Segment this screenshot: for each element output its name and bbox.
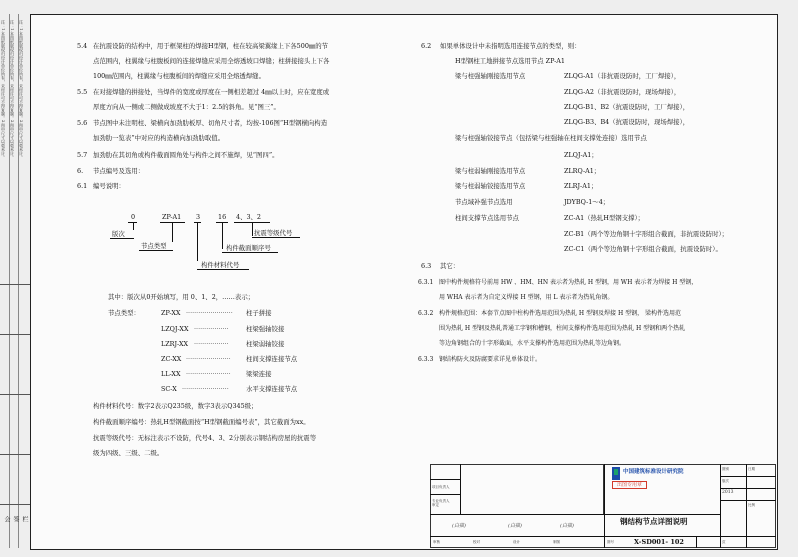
grid-line xyxy=(430,494,460,495)
leader-line xyxy=(133,222,134,230)
type-code: LZQJ-XX xyxy=(161,325,189,333)
pair-value: ZC-A1（热轧H型钢支撑）； xyxy=(564,214,645,222)
tb-small-label: 制图 xyxy=(553,540,560,544)
clause-text: 节点编号及选用： xyxy=(93,167,145,175)
dot-leader: ······················ xyxy=(186,370,231,378)
dot-leader: ······················ xyxy=(186,355,231,363)
dot-leader: ················· xyxy=(194,325,229,333)
tb-small-label: 日期 xyxy=(748,467,755,471)
leader-line xyxy=(252,222,253,236)
clause-text: 加劲肋在其切角或构件截面圆角处与构件之间不施焊，见“图四”。 xyxy=(93,151,279,159)
pair-value: JDYBQ-1～4； xyxy=(564,198,610,206)
tb-small-label: 审核 xyxy=(433,540,440,544)
clause-number: 6.3 xyxy=(421,262,432,270)
signature: (白描) xyxy=(452,523,466,529)
node-option: ZLQG-B3、B4（抗震设防时，现场焊接）， xyxy=(564,118,690,126)
clause-text: 在对接焊缝的拼接处，当焊件的宽度或厚度在一侧相差超过 4㎜以上时，应在宽度或 xyxy=(93,88,330,96)
type-desc: 柱间支撑连接节点 xyxy=(246,355,298,363)
clause-text: H型钢柱工地拼接节点选用节点 ZP-A1 xyxy=(455,57,565,65)
leader-line xyxy=(252,237,300,238)
code-label: 构件截面顺序号 xyxy=(226,244,271,252)
tb-small-label: 专业负责人 xyxy=(432,499,450,503)
code-label: 版次 xyxy=(112,230,125,238)
type-code: LL-XX xyxy=(161,370,181,378)
design-stamp: 出图专用章 xyxy=(612,481,647,489)
margin-divider xyxy=(0,394,30,395)
clause-text: 厚度方向从一侧或二侧做成坡度不大于1：2.5的斜角。见“图三”。 xyxy=(93,103,280,111)
margin-divider xyxy=(0,284,30,285)
clause-number: 6.2 xyxy=(421,42,432,50)
node-option: ZLQG-A2（非抗震设防时，现场焊接）， xyxy=(564,88,681,96)
margin-note: 注：1.本图纸版权归设计单位所有，未经许可不得复制。2.图中尺寸以毫米计。 xyxy=(10,20,15,160)
type-desc: 水平支撑连接节点 xyxy=(246,385,298,393)
leader-line xyxy=(139,250,173,251)
clause-number: 6.3.3 xyxy=(418,356,434,363)
signature: (白描) xyxy=(560,523,574,529)
signature: (白描) xyxy=(508,523,522,529)
tb-small-label: 项目负责人 xyxy=(432,485,450,489)
tb-small-label: 比例 xyxy=(748,503,755,507)
pair-key: 节点域补强节点选用 xyxy=(455,198,513,206)
clause-text: 编号说明： xyxy=(93,182,125,190)
drawing-number: X-SD001- 102 xyxy=(634,538,684,546)
grid-line xyxy=(460,464,461,514)
margin-divider xyxy=(0,334,30,335)
clause-text: 围为热轧 H 型钢及热轧普通工字钢和槽钢，柱间支撑构件选用范围为热轧 H 型钢和两个热轧 xyxy=(439,325,686,332)
pair-value: ZLRJ-A1； xyxy=(564,182,598,190)
node-option: ZC-B1（两个等边角钢十字形组合截面，非抗震设防时）； xyxy=(564,230,729,238)
clause-text: 如果单体设计中未指明选用连接节点的类型，则： xyxy=(440,42,581,50)
company-name: 中国建筑标准设计研究院 xyxy=(623,469,684,475)
code-part: 4、3、2 xyxy=(236,213,261,221)
seismic-note: 抗震等级代号：无标注表示不设防，代号4、3、2分别表示钢结构房屋的抗震等 xyxy=(93,434,317,442)
material-note: 构件材料代号：数字2表示Q235级，数字3表示Q345级； xyxy=(93,402,258,410)
tb-small-label: 图号 xyxy=(607,540,614,544)
grid-line xyxy=(720,476,776,477)
node-option: ZLQG-A1（非抗震设防时，工厂焊接）， xyxy=(564,72,681,80)
binding-margin xyxy=(0,14,31,548)
clause-text: 钢结构防火及防腐要求详见单体设计。 xyxy=(439,356,542,363)
leader-line xyxy=(110,238,134,239)
clause-text: 梁与柱强轴铰接节点（包括梁与柱强轴在柱间支撑处连接）选用节点 xyxy=(455,134,647,142)
clause-text: 加劲肋一览表”中对应的构造横向加劲肋取值。 xyxy=(93,134,225,142)
margin-note: 注：1.本图纸版权归设计单位所有，未经许可不得复制。2.图中尺寸以毫米计。 xyxy=(1,20,6,160)
type-desc: 柱梁强轴铰接 xyxy=(246,325,285,333)
pair-value: ZLRQ-A1； xyxy=(564,167,601,175)
margin-divider xyxy=(0,504,30,505)
margin-label: 会 xyxy=(3,516,10,522)
clause-text: 构件规格范围：本套节点图中柱构件选用范围为热轧 H 型钢及焊接 H 型钢， 梁构件选用范 xyxy=(439,310,682,317)
tb-small-label: 页 xyxy=(722,540,726,544)
leader-line xyxy=(197,269,249,270)
grid-line xyxy=(604,464,605,548)
sign-area xyxy=(430,464,604,514)
code-explanation: 其中：版次从0开始填写，用 0、1、2，……表示； xyxy=(108,293,255,301)
clause-text: 点范围内，柱翼缘与柱腹板间的连接焊缝应采用全熔透坡口焊缝；柱拼接接头上下各 xyxy=(93,57,330,65)
clause-number: 6. xyxy=(77,167,84,175)
clause-text: 100㎜范围内，柱翼缘与柱腹板间的焊缝应采用全熔透焊缝。 xyxy=(93,72,265,80)
code-label: 抗震等级代号 xyxy=(254,229,293,237)
type-desc: 柱子拼接 xyxy=(246,309,272,317)
margin-label: 栏 xyxy=(21,516,28,522)
clause-text: 用 WHA 表示者为自定义焊接 H 型钢，用 L 表示者为热轧角钢。 xyxy=(439,294,614,301)
type-code: ZP-XX xyxy=(161,309,181,317)
clause-text: 等边角钢组合的十字形截面，水平支撑构件选用范围为热轧等边角钢。 xyxy=(439,340,626,347)
type-code: LZRJ-XX xyxy=(161,340,189,348)
leader-line xyxy=(222,252,278,253)
clause-text: 其它： xyxy=(440,262,460,270)
type-code: ZC-XX xyxy=(161,355,182,363)
tb-year: 2013 xyxy=(722,490,734,495)
type-desc: 梁梁连接 xyxy=(246,370,272,378)
types-label: 节点类型： xyxy=(108,309,140,317)
type-code: SC-X xyxy=(161,385,177,393)
dot-leader: ······················· xyxy=(182,385,229,393)
code-part: 0 xyxy=(131,213,136,221)
clause-number: 5.4 xyxy=(77,42,88,50)
dot-leader: ················· xyxy=(194,340,229,348)
leader-line xyxy=(222,222,223,249)
grid-line xyxy=(696,536,697,548)
clause-number: 5.6 xyxy=(77,119,88,127)
code-label: 构件材料代号 xyxy=(201,261,240,269)
clause-number: 6.1 xyxy=(77,182,88,190)
pair-key: 柱间支撑节点选用节点 xyxy=(455,214,519,222)
node-option: ZLQJ-A1； xyxy=(564,151,598,159)
grid-line xyxy=(430,536,776,537)
code-part: 16 xyxy=(218,213,227,221)
node-option: ZC-C1（两个等边角钢十字形组合截面，抗震设防时）。 xyxy=(564,245,722,253)
margin-note: 注：1.本图纸版权归设计单位所有，未经许可不得复制。2.图中尺寸以毫米计。 xyxy=(19,20,24,160)
logo-mark-icon xyxy=(614,469,618,475)
dot-leader: ······················· xyxy=(186,309,233,317)
tb-small-label: 版次 xyxy=(722,479,729,483)
grid-line xyxy=(720,500,776,501)
clause-text: 图中构件规格符号前用 HW 、HM、HN 表示者为热轧 H 型钢，用 WH 表示者为焊接 H 型钢， xyxy=(439,279,698,286)
code-part: ZP-A1 xyxy=(162,213,182,221)
grid-line xyxy=(430,514,720,515)
tb-small-label: 校对 xyxy=(473,540,480,544)
margin-label: 签 xyxy=(12,516,19,522)
grid-line xyxy=(720,488,776,489)
seismic-note: 级为四级、三级、二级。 xyxy=(93,449,164,457)
grid-line xyxy=(430,479,460,480)
margin-divider xyxy=(0,454,30,455)
tb-small-label: 设计 xyxy=(513,540,520,544)
drawing-title: 钢结构节点详图说明 xyxy=(620,517,688,526)
clause-number: 6.3.2 xyxy=(418,310,434,317)
pair-key: 梁与柱弱轴铰接选用节点 xyxy=(455,182,526,190)
code-label: 节点类型 xyxy=(141,242,167,250)
type-desc: 柱梁弱轴铰接 xyxy=(246,340,285,348)
node-option: ZLQG-B1、B2（抗震设防时，工厂焊接）， xyxy=(564,103,690,111)
clause-number: 6.3.1 xyxy=(418,279,434,286)
section-note: 构件截面顺序编号：热轧H型钢截面按“H型钢截面编号表”，其它截面为xx。 xyxy=(93,418,310,426)
clause-number: 5.7 xyxy=(77,151,88,159)
code-part: 3 xyxy=(196,213,201,221)
clause-text: 节点图中未注明柱、梁横向加劲肋板厚、切角尺寸者，均按-106图“H型钢横向构造 xyxy=(93,119,328,127)
tb-small-label: 审定 xyxy=(432,503,439,507)
clause-number: 5.5 xyxy=(77,88,88,96)
pair-key: 梁与柱弱轴刚接选用节点 xyxy=(455,167,526,175)
clause-text: 梁与柱强轴刚接选用节点 xyxy=(455,72,526,80)
tb-small-label: 图别 xyxy=(722,467,729,471)
leader-line xyxy=(197,222,198,261)
leader-line xyxy=(172,222,173,242)
clause-text: 在抗震设防的结构中，用于框架柱的焊接H型钢，柱在较高梁翼缘上下各500㎜的节 xyxy=(93,42,329,50)
